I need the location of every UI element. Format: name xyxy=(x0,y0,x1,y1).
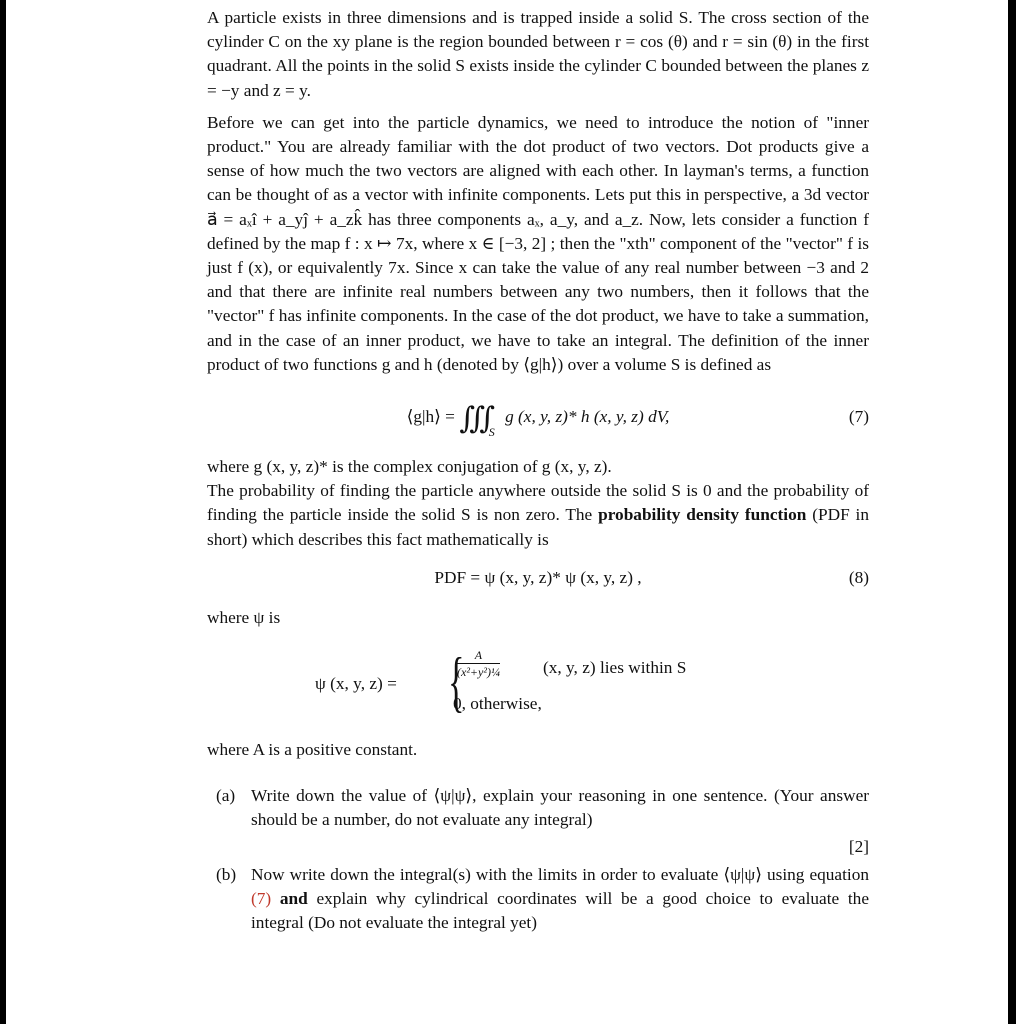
question-a xyxy=(207,784,869,859)
left-border xyxy=(0,0,6,1024)
eq7-number: (7) xyxy=(848,407,869,427)
paragraph-inner-product: Before we can get into the particle dynamics, we need to introduce the notion of "inner product." You are already familiar with the dot product of two vectors. Dot products give a sense of how much the two vectors are aligned with each other. In layman's terms, a function can be thought of as a vector with infinite components. Lets put this in perspective, a 3d vector a⃗ = aₓî + a_yĵ + a_zk̂ has three components aₓ, a_y, and a_z. Now, lets consider a function f defined by the map f : x ↦ 7x, where x ∈ [−3, 2] ; then the "xth" component of the "vector" f is just f (x), or equivalently 7x. Since x can take the value of any real number between −3 and 2 and that there are infinite real numbers between any two numbers, then it follows that the "vector" f has infinite components. In the case of the dot product, we have to take a summation, and in the case of an inner product, we have to take an integral. The definition of the inner product of two functions g and h (denoted by ⟨g|h⟩) over a volume S is defined as xyxy=(207,112,869,374)
question-b-text-post: explain why cylindrical coordinates will be a good choice to evaluate the integral (Do not evaluate the integral yet) xyxy=(251,889,869,933)
question-a-marks: [2] xyxy=(848,836,869,856)
equation-7 xyxy=(207,389,869,445)
paragraph-intro: A particle exists in three dimensions and is trapped inside a solid S. The cross section of the cylinder C on the xy plane is the region bounded between r = cos (θ) and r = sin (θ) in the first quadrant. All the points in the solid S exists inside the cylinder C bounded between the planes z = −y and z = y. xyxy=(207,8,869,100)
equation-ref-link[interactable]: (7) xyxy=(251,889,272,909)
prob-text-pre: The probability of finding the particle anywhere outside the solid S is 0 and the probability of finding the particle inside the solid S is non zero. The xyxy=(207,481,869,525)
psi-fraction xyxy=(457,648,500,679)
psi-lhs: ψ (x, y, z) = xyxy=(315,674,397,694)
left-brace: { xyxy=(448,643,465,720)
question-a-label: (a) xyxy=(216,786,236,806)
document-page xyxy=(207,6,869,935)
question-b xyxy=(207,863,869,936)
fraction-numerator: A xyxy=(474,648,483,663)
fraction-denominator: (x²+y²)¼ xyxy=(457,665,500,680)
equation-8 xyxy=(207,560,869,596)
question-b-text xyxy=(251,863,869,936)
fraction-bar xyxy=(457,663,500,664)
paragraph-probability xyxy=(207,479,869,552)
eq8-expr: PDF = ψ (x, y, z)* ψ (x, y, z) , xyxy=(434,567,642,587)
case1-condition: (x, y, z) lies within S xyxy=(543,658,687,678)
prob-text-post: (PDF in short) which describes this fact mathematically is xyxy=(207,505,869,549)
eq7-lhs: ⟨g|h⟩ = xyxy=(406,407,455,427)
right-border xyxy=(1008,0,1016,1024)
question-b-label: (b) xyxy=(216,864,237,884)
triple-integral-symbol: ∭ xyxy=(459,402,489,436)
question-b-bold: and xyxy=(271,889,308,909)
psi-piecewise-definition xyxy=(207,643,869,720)
integral-subscript: S xyxy=(488,425,495,440)
prob-text-bold: probability density function xyxy=(598,505,807,525)
case2-otherwise: 0, otherwise, xyxy=(453,694,542,714)
question-b-text-pre: Now write down the integral(s) with the limits in order to evaluate ⟨ψ|ψ⟩ using equation xyxy=(251,864,869,884)
where-psi-line: where ψ is xyxy=(207,607,281,627)
paragraph-conjugation: where g (x, y, z)* is the complex conjugation of g (x, y, z). xyxy=(207,457,612,477)
where-A-line: where A is a positive constant. xyxy=(207,740,418,760)
eq8-number: (8) xyxy=(848,567,869,587)
question-a-text: Write down the value of ⟨ψ|ψ⟩, explain your reasoning in one sentence. (Your answer should be a number, do not evaluate any integral) xyxy=(251,786,869,830)
eq7-rhs: g (x, y, z)* h (x, y, z) dV, xyxy=(505,407,670,427)
